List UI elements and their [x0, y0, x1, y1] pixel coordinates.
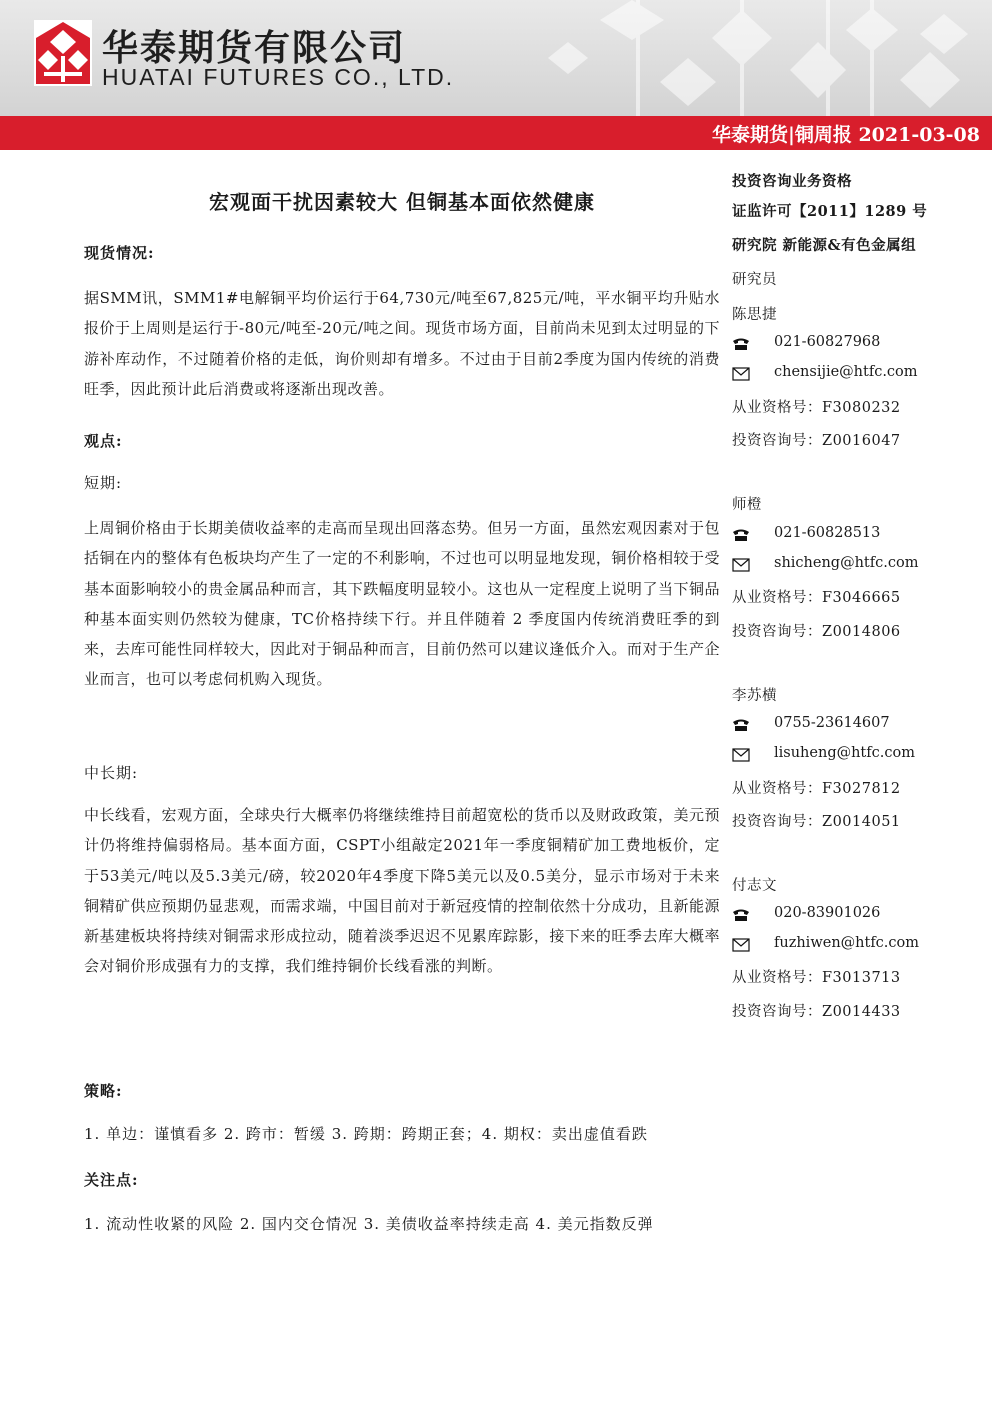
qualification-title: 投资咨询业务资格	[732, 173, 852, 190]
institute-group: 研究院 新能源&有色金属组	[732, 237, 917, 254]
analyst-name: 付志文	[732, 878, 777, 894]
long-term-label: 中长期:	[84, 764, 139, 782]
envelope-icon	[732, 367, 750, 381]
analyst-name: 师橙	[732, 497, 762, 513]
report-title-bar	[0, 116, 992, 150]
analyst-consult: 投资咨询号：Z0016047	[732, 433, 901, 449]
analyst-name: 陈思捷	[732, 307, 777, 323]
license-number: 证监许可【2011】1289 号	[732, 203, 928, 220]
view-heading: 观点:	[84, 432, 123, 450]
company-logo-icon	[34, 20, 92, 86]
envelope-icon	[732, 938, 750, 952]
envelope-icon	[732, 558, 750, 572]
company-name-en: HUATAI FUTURES CO., LTD.	[102, 64, 455, 90]
analyst-consult: 投资咨询号：Z0014806	[732, 624, 901, 640]
analyst-email[interactable]: fuzhiwen@htfc.com	[774, 935, 920, 951]
analyst-phone: 0755-23614607	[774, 715, 890, 731]
report-series-title: 华泰期货|铜周报 2021-03-08	[711, 124, 980, 146]
envelope-icon	[732, 748, 750, 762]
analyst-cert: 从业资格号：F3080232	[732, 400, 901, 416]
company-name-cn: 华泰期货有限公司	[102, 28, 407, 69]
analyst-cert: 从业资格号：F3046665	[732, 590, 901, 606]
analyst-cert: 从业资格号：F3013713	[732, 970, 901, 986]
analyst-email[interactable]: lisuheng@htfc.com	[774, 745, 915, 761]
main-title-area	[84, 186, 720, 215]
long-term-paragraph: 中长线看，宏观方面，全球央行大概率仍将继续维持目前超宽松的货币以及财政政策，美元预计仍将维持偏弱格局。基本面方面，CSPT小组敲定2021年一季度铜精矿加工费地板价，定于53美元/吨以及5.3美元/磅，较2020年4季度下降5美元以及0.5美分，显示市场对于未来铜精矿供应预期仍显悲观，而需求端，中国目前对于新冠疫情的控制依然十分成功，且新能源新基建板块将持续对铜需求形成拉动，随着淡季迟迟不见累库踪影，接下来的旺季去库大概率会对铜价形成强有力的支撑，我们维持铜价长线看涨的判断。	[84, 806, 720, 976]
researcher-role: 研究员	[732, 272, 777, 288]
spot-paragraph: 据SMM讯，SMM1#电解铜平均价运行于64,730元/吨至67,825元/吨，平水铜平均升贴水报价于上周则是运行于-80元/吨至-20元/吨之间。现货市场方面，目前尚未见到太过明显的下游补库动作，不过随着价格的走低，询价则却有增多。不过由于目前2季度为国内传统的消费旺季，因此预计此后消费或将逐渐出现改善。	[84, 289, 720, 398]
focus-heading: 关注点:	[84, 1171, 139, 1189]
header-band	[0, 0, 992, 116]
spot-heading: 现货情况:	[84, 244, 155, 262]
phone-icon	[732, 528, 750, 542]
short-term-paragraph: 上周铜价格由于长期美债收益率的走高而呈现出回落态势。但另一方面，虽然宏观因素对于包括铜在内的整体有色板块均产生了一定的不利影响，不过也可以明显地发现，铜价格相较于受基本面影响较小的贵金属品种而言，其下跌幅度明显较小。这也从一定程度上说明了当下铜品种基本面实则仍然较为健康，TC价格持续下行。并且伴随着 2 季度国内传统消费旺季的到来，去库可能性同样较大，因此对于铜品种而言，目前仍然可以建议逢低介入。而对于生产企业而言，也可以考虑伺机购入现货。	[84, 519, 720, 689]
short-term-label: 短期:	[84, 474, 123, 492]
analyst-phone: 020-83901026	[774, 905, 881, 921]
document-title: 宏观面干扰因素较大 但铜基本面依然健康	[209, 190, 595, 214]
phone-icon	[732, 718, 750, 732]
phone-icon	[732, 908, 750, 922]
analyst-email[interactable]: shicheng@htfc.com	[774, 555, 919, 571]
analyst-phone: 021-60827968	[774, 334, 881, 350]
strategy-text: 1. 单边：谨慎看多 2. 跨市：暂缓 3. 跨期：跨期正套；4. 期权：卖出虚值看跌	[84, 1125, 648, 1143]
strategy-heading: 策略:	[84, 1082, 123, 1100]
analyst-phone: 021-60828513	[774, 525, 881, 541]
analyst-consult: 投资咨询号：Z0014433	[732, 1004, 901, 1020]
analyst-name: 李苏横	[732, 688, 777, 704]
phone-icon	[732, 337, 750, 351]
analyst-email[interactable]: chensijie@htfc.com	[774, 364, 918, 380]
focus-text: 1. 流动性收紧的风险 2. 国内交仓情况 3. 美债收益率持续走高 4. 美元指数反弹	[84, 1215, 654, 1233]
analyst-cert: 从业资格号：F3027812	[732, 781, 901, 797]
analyst-consult: 投资咨询号：Z0014051	[732, 814, 901, 830]
